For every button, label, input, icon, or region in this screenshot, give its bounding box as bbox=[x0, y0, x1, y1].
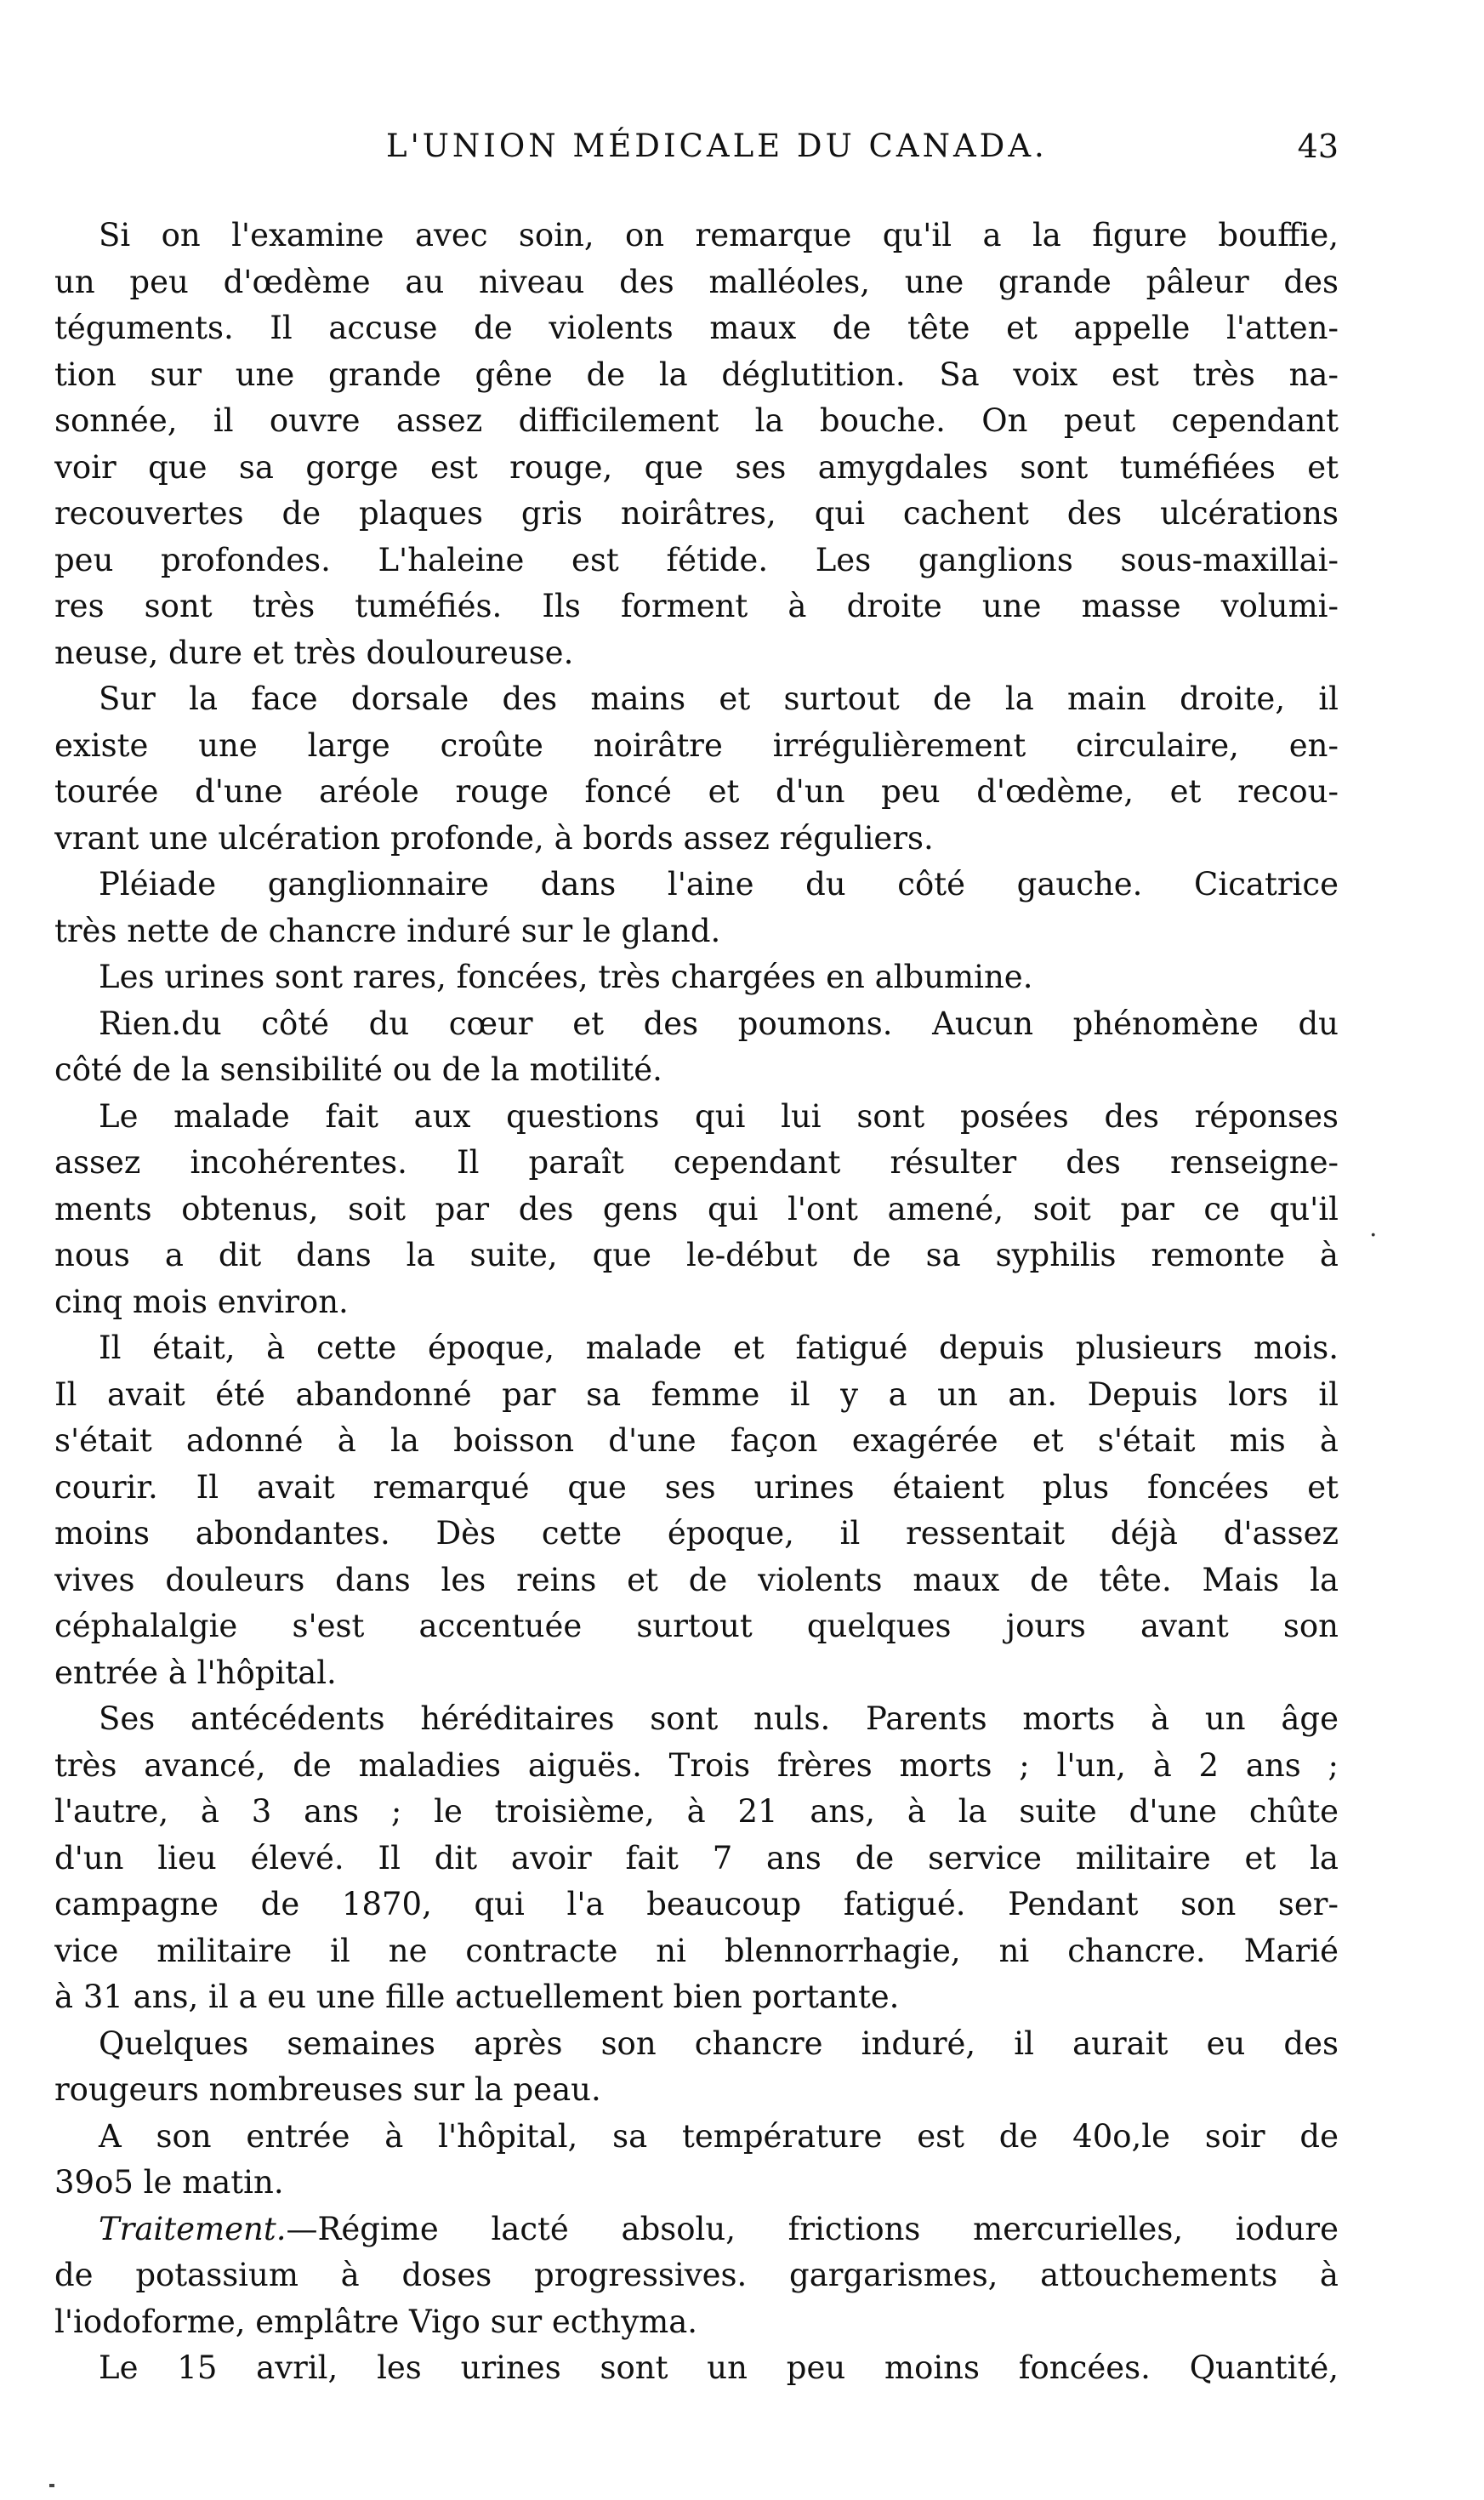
text-line: d'un lieu élevé. Il dit avoir fait 7 ans de service militaire et la bbox=[54, 1839, 1339, 1876]
text-line: Rien.du côté du cœur et des poumons. Aucun phénomène du bbox=[99, 1005, 1339, 1042]
text-line: céphalalgie s'est accentuée surtout quelques jours avant son bbox=[54, 1608, 1339, 1644]
text-line: Il était, à cette époque, malade et fatigué depuis plusieurs mois. bbox=[99, 1330, 1339, 1366]
text-line: neuse, dure et très douloureuse. bbox=[54, 634, 574, 671]
text-line: de potassium à doses progressives. gargarismes, attouchements à bbox=[54, 2257, 1339, 2293]
italic-heading: Traitement. bbox=[99, 2210, 287, 2247]
running-head bbox=[54, 128, 1339, 179]
text-line: moins abondantes. Dès cette époque, il ressentait déjà d'assez bbox=[54, 1515, 1339, 1552]
journal-title: L'UNION MÉDICALE DU CANADA. bbox=[386, 128, 1048, 164]
text-line: entrée à l'hôpital. bbox=[54, 1654, 337, 1691]
text-line: Pléiade ganglionnaire dans l'aine du côté gauche. Cicatrice bbox=[99, 866, 1339, 903]
text-line: Traitement.—Régime lacté absolu, frictions mercurielles, iodure bbox=[99, 2210, 1339, 2247]
text-line: tourée d'une aréole rouge foncé et d'un peu d'œdème, et recou- bbox=[54, 773, 1339, 810]
text-line: côté de la sensibilité ou de la motilité. bbox=[54, 1051, 662, 1088]
text-line: assez incohérentes. Il paraît cependant résulter des renseigne- bbox=[54, 1144, 1339, 1181]
text-line: A son entrée à l'hôpital, sa température est de 40o,le soir de bbox=[99, 2117, 1339, 2155]
text-line: nous a dit dans la suite, que le-début de sa syphilis remonte à bbox=[54, 1237, 1339, 1273]
text-line: un peu d'œdème au niveau des malléoles, une grande pâleur des bbox=[54, 263, 1339, 300]
text-line: courir. Il avait remarqué que ses urines étaient plus foncées et bbox=[54, 1468, 1339, 1506]
text-line: sonnée, il ouvre assez difficilement la bouche. On peut cependant bbox=[54, 402, 1339, 439]
text-line: l'autre, à 3 ans ; le troisième, à 21 ans, à la suite d'une chûte bbox=[54, 1793, 1339, 1830]
text-line: Le 15 avril, les urines sont un peu moins foncées. Quantité, bbox=[99, 2349, 1339, 2386]
text-line: s'était adonné à la boisson d'une façon exagérée et s'était mis à bbox=[54, 1422, 1339, 1459]
text-line: existe une large croûte noirâtre irrégulièrement circulaire, en- bbox=[54, 726, 1339, 764]
text-line: vrant une ulcération profonde, à bords assez réguliers. bbox=[54, 819, 934, 857]
text-line: vice militaire il ne contracte ni blennorrhagie, ni chancre. Marié bbox=[54, 1932, 1339, 1969]
body-text bbox=[54, 213, 1339, 2392]
printing-mark: · bbox=[1369, 1221, 1378, 1250]
text-line: Le malade fait aux questions qui lui sont posées des réponses bbox=[99, 1097, 1339, 1135]
text-line: recouvertes de plaques gris noirâtres, qui cachent des ulcérations bbox=[54, 495, 1339, 532]
text-line: très nette de chancre induré sur le gland. bbox=[54, 912, 721, 949]
text-line: Les urines sont rares, foncées, très chargées en albumine. bbox=[99, 959, 1033, 995]
text-line: tion sur une grande gêne de la déglutition. Sa voix est très na- bbox=[54, 356, 1339, 393]
text-line: cinq mois environ. bbox=[54, 1283, 349, 1320]
text-line: l'iodoforme, emplâtre Vigo sur ecthyma. bbox=[54, 2303, 698, 2340]
text-line: Quelques semaines après son chancre induré, il aurait eu des bbox=[99, 2024, 1339, 2062]
text-line: 39o5 le matin. bbox=[54, 2164, 284, 2201]
text-line: ments obtenus, soit par des gens qui l'ont amené, soit par ce qu'il bbox=[54, 1190, 1339, 1227]
text-line: Il avait été abandonné par sa femme il y a un an. Depuis lors il bbox=[54, 1375, 1339, 1413]
text-line: à 31 ans, il a eu une fille actuellement bien portante. bbox=[54, 1979, 900, 2015]
text-line: campagne de 1870, qui l'a beaucoup fatigué. Pendant son ser- bbox=[54, 1886, 1339, 1922]
text-line: res sont très tuméfiés. Ils forment à droite une masse volumi- bbox=[54, 588, 1339, 624]
text-line: Ses antécédents héréditaires sont nuls. Parents morts à un âge bbox=[99, 1700, 1339, 1737]
text-line: Sur la face dorsale des mains et surtout de la main droite, il bbox=[99, 681, 1339, 717]
text-line: vives douleurs dans les reins et de violents maux de tête. Mais la bbox=[54, 1561, 1339, 1598]
text-line: rougeurs nombreuses sur la peau. bbox=[54, 2071, 601, 2108]
ink-speck bbox=[49, 2484, 54, 2487]
page-number: 43 bbox=[1297, 128, 1339, 165]
text-line: très avancé, de maladies aiguës. Trois frères morts ; l'un, à 2 ans ; bbox=[54, 1746, 1339, 1784]
text-line: Si on l'examine avec soin, on remarque qu'il a la figure bouffie, bbox=[99, 217, 1339, 253]
text-line: voir que sa gorge est rouge, que ses amygdales sont tuméfiées et bbox=[54, 448, 1339, 486]
text-line: téguments. Il accuse de violents maux de tête et appelle l'atten- bbox=[54, 310, 1339, 346]
text-line: peu profondes. L'haleine est fétide. Les ganglions sous-maxillai- bbox=[54, 541, 1339, 578]
